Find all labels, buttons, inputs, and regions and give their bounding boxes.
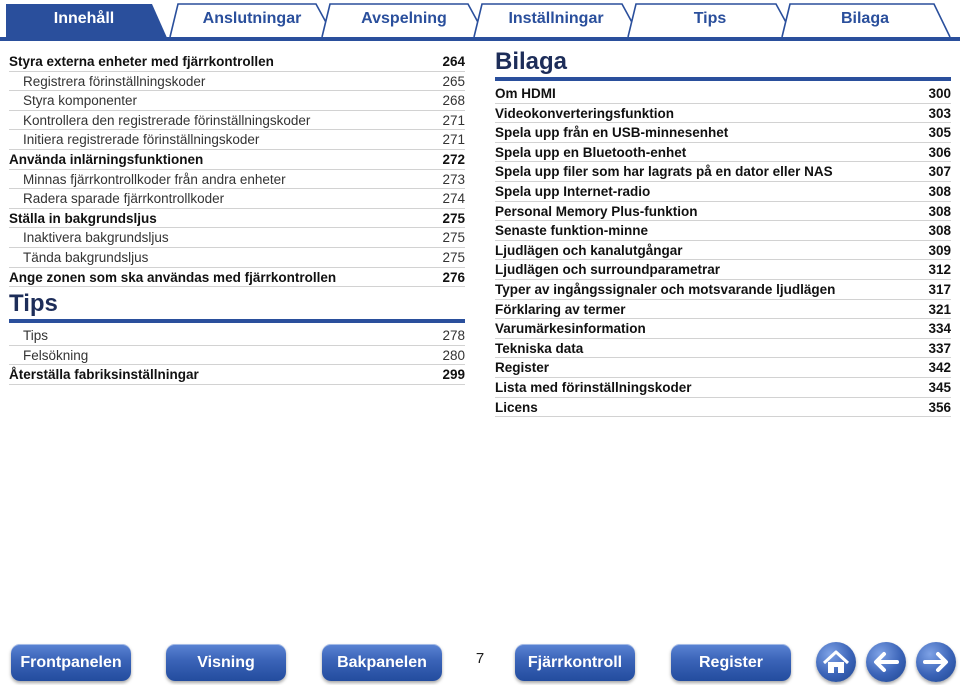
toc-entry-title: Om HDMI xyxy=(495,86,556,101)
toc-entry-title: Personal Memory Plus-funktion xyxy=(495,203,698,219)
toc-entry-title: Spela upp från en USB-minnesenhet xyxy=(495,125,729,141)
toc-entry-title: Förklaring av termer xyxy=(495,301,626,317)
toc-entry[interactable] xyxy=(9,130,465,150)
toc-entry-title: Licens xyxy=(495,399,538,415)
toc-entry[interactable] xyxy=(9,111,465,131)
toc-tips-list xyxy=(9,326,465,385)
toc-entry-page: 280 xyxy=(442,347,465,363)
toc-entry-page: 264 xyxy=(442,54,465,69)
tab-installningar[interactable]: Inställningar xyxy=(508,10,604,27)
toc-left-column xyxy=(9,52,465,385)
toc-entry-title: Felsökning xyxy=(23,347,89,363)
toc-entry-page: 273 xyxy=(442,171,465,187)
toc-left-list xyxy=(9,52,465,287)
arrow-right-icon xyxy=(916,642,956,682)
toc-entry[interactable] xyxy=(495,398,951,418)
toc-entry[interactable] xyxy=(9,189,465,209)
toc-entry-page: 308 xyxy=(928,223,951,239)
toc-entry-page: 265 xyxy=(442,73,465,89)
toc-entry-title: Tekniska data xyxy=(495,340,584,356)
tab-bilaga[interactable]: Bilaga xyxy=(840,10,889,27)
toc-entry-title: Videokonverteringsfunktion xyxy=(495,105,675,121)
arrow-left-icon xyxy=(866,642,906,682)
toc-entry-title: Ljudlägen och surroundparametrar xyxy=(495,262,721,278)
toc-entry-title: Återställa fabriksinställningar xyxy=(9,367,199,383)
toc-entry-page: 275 xyxy=(442,230,465,246)
toc-entry-title: Minnas fjärrkontrollkoder från andra enheter xyxy=(23,171,286,187)
toc-entry[interactable] xyxy=(495,358,951,378)
fjarrkontroll-button[interactable]: Fjärrkontroll xyxy=(515,644,635,681)
tab-avspelning[interactable]: Avspelning xyxy=(361,10,447,27)
toc-entry-title: Registrera förinställningskoder xyxy=(23,73,206,89)
toc-entry-page: 275 xyxy=(442,249,465,265)
toc-entry[interactable] xyxy=(9,346,465,366)
toc-entry-page: 300 xyxy=(928,86,951,101)
toc-entry-page: 278 xyxy=(442,328,465,344)
toc-entry-title: Styra externa enheter med fjärrkontrollen xyxy=(9,54,274,69)
toc-entry[interactable] xyxy=(495,241,951,261)
toc-entry[interactable] xyxy=(495,260,951,280)
toc-entry-page: 334 xyxy=(928,321,951,337)
toc-entry[interactable] xyxy=(495,300,951,320)
toc-entry[interactable] xyxy=(495,319,951,339)
bilaga-section-heading xyxy=(495,50,951,81)
toc-entry-page: 342 xyxy=(928,360,951,376)
toc-entry-title: Lista med förinställningskoder xyxy=(495,379,692,395)
toc-entry-title: Tända bakgrundsljus xyxy=(23,249,149,265)
toc-entry[interactable] xyxy=(9,268,465,288)
tips-section-heading xyxy=(9,289,465,323)
toc-entry[interactable] xyxy=(9,91,465,111)
toc-right-list xyxy=(495,84,951,417)
bilaga-heading-text: Bilaga xyxy=(495,48,568,75)
toc-entry-page: 271 xyxy=(442,112,465,128)
toc-entry[interactable] xyxy=(495,143,951,163)
toc-entry-page: 337 xyxy=(928,340,951,356)
visning-button[interactable]: Visning xyxy=(166,644,286,681)
toc-entry[interactable] xyxy=(495,123,951,143)
tab-innehall[interactable]: Innehåll xyxy=(53,10,115,27)
toc-entry[interactable] xyxy=(495,378,951,398)
toc-entry-title: Spela upp en Bluetooth-enhet xyxy=(495,144,687,160)
toc-entry-page: 274 xyxy=(442,191,465,207)
forward-button[interactable] xyxy=(916,642,956,682)
home-button[interactable] xyxy=(816,642,856,682)
toc-entry-page: 312 xyxy=(928,262,951,278)
toc-entry-title: Typer av ingångssignaler och motsvarande ljudlägen xyxy=(495,281,836,297)
toc-entry-page: 272 xyxy=(442,151,465,167)
toc-entry[interactable] xyxy=(495,221,951,241)
toc-entry[interactable] xyxy=(495,104,951,124)
toc-entry-page: 305 xyxy=(928,125,951,141)
toc-entry-page: 307 xyxy=(928,164,951,180)
toc-entry-page: 308 xyxy=(928,183,951,199)
toc-entry[interactable] xyxy=(495,84,951,104)
toc-entry[interactable] xyxy=(9,72,465,92)
toc-entry-title: Varumärkesinformation xyxy=(495,321,646,337)
toc-entry-title: Använda inlärningsfunktionen xyxy=(9,151,204,167)
toc-entry[interactable] xyxy=(495,202,951,222)
toc-entry-title: Initiera registrerade förinställningskoder xyxy=(23,132,260,148)
toc-entry-page: 356 xyxy=(928,399,951,415)
toc-entry-page: 321 xyxy=(928,301,951,317)
toc-entry[interactable] xyxy=(9,170,465,190)
toc-entry-page: 303 xyxy=(928,105,951,121)
toc-entry-title: Spela upp Internet-radio xyxy=(495,183,651,199)
toc-entry-page: 268 xyxy=(442,93,465,109)
toc-entry-page: 309 xyxy=(928,242,951,258)
toc-entry-page: 308 xyxy=(928,203,951,219)
toc-entry-title: Kontrollera den registrerade förinställningskoder xyxy=(23,112,311,128)
toc-entry[interactable] xyxy=(495,162,951,182)
toc-entry-title: Senaste funktion-minne xyxy=(495,223,649,239)
toc-entry[interactable] xyxy=(495,280,951,300)
toc-entry-title: Styra komponenter xyxy=(23,93,138,109)
toc-entry-title: Tips xyxy=(23,328,49,344)
toc-entry[interactable] xyxy=(9,326,465,346)
tab-anslutningar[interactable]: Anslutningar xyxy=(202,10,302,27)
toc-entry[interactable] xyxy=(495,339,951,359)
toc-entry-title: Ljudlägen och kanalutgångar xyxy=(495,242,683,258)
toc-entry-page: 275 xyxy=(442,210,465,226)
home-icon xyxy=(816,642,856,682)
back-button[interactable] xyxy=(866,642,906,682)
toc-entry-page: 345 xyxy=(928,379,951,395)
toc-entry-page: 299 xyxy=(442,367,465,383)
toc-entry[interactable] xyxy=(9,52,465,72)
toc-entry[interactable] xyxy=(9,228,465,248)
toc-entry[interactable] xyxy=(9,209,465,229)
toc-entry[interactable] xyxy=(9,365,465,385)
toc-right-column xyxy=(495,48,951,417)
toc-entry-page: 276 xyxy=(442,269,465,285)
toc-entry[interactable] xyxy=(495,182,951,202)
toc-entry-title: Ställa in bakgrundsljus xyxy=(9,210,157,226)
toc-entry[interactable] xyxy=(9,150,465,170)
toc-entry-title: Inaktivera bakgrundsljus xyxy=(23,230,169,246)
page-number: 7 xyxy=(475,650,485,667)
toc-entry-title: Register xyxy=(495,360,550,376)
toc-entry-title: Ange zonen som ska användas med fjärrkontrollen xyxy=(9,269,337,285)
register-button[interactable]: Register xyxy=(671,644,791,681)
toc-entry-page: 306 xyxy=(928,144,951,160)
bakpanelen-button[interactable]: Bakpanelen xyxy=(322,644,442,681)
toc-entry-title: Radera sparade fjärrkontrollkoder xyxy=(23,191,225,207)
tab-bar xyxy=(0,0,960,44)
toc-entry-page: 317 xyxy=(928,281,951,297)
toc-entry-title: Spela upp filer som har lagrats på en dator eller NAS xyxy=(495,164,833,180)
toc-entry-page: 271 xyxy=(442,132,465,148)
tips-heading-text: Tips xyxy=(9,290,58,318)
frontpanelen-button[interactable]: Frontpanelen xyxy=(11,644,131,681)
toc-entry[interactable] xyxy=(9,248,465,268)
tab-tips[interactable]: Tips xyxy=(693,10,727,27)
